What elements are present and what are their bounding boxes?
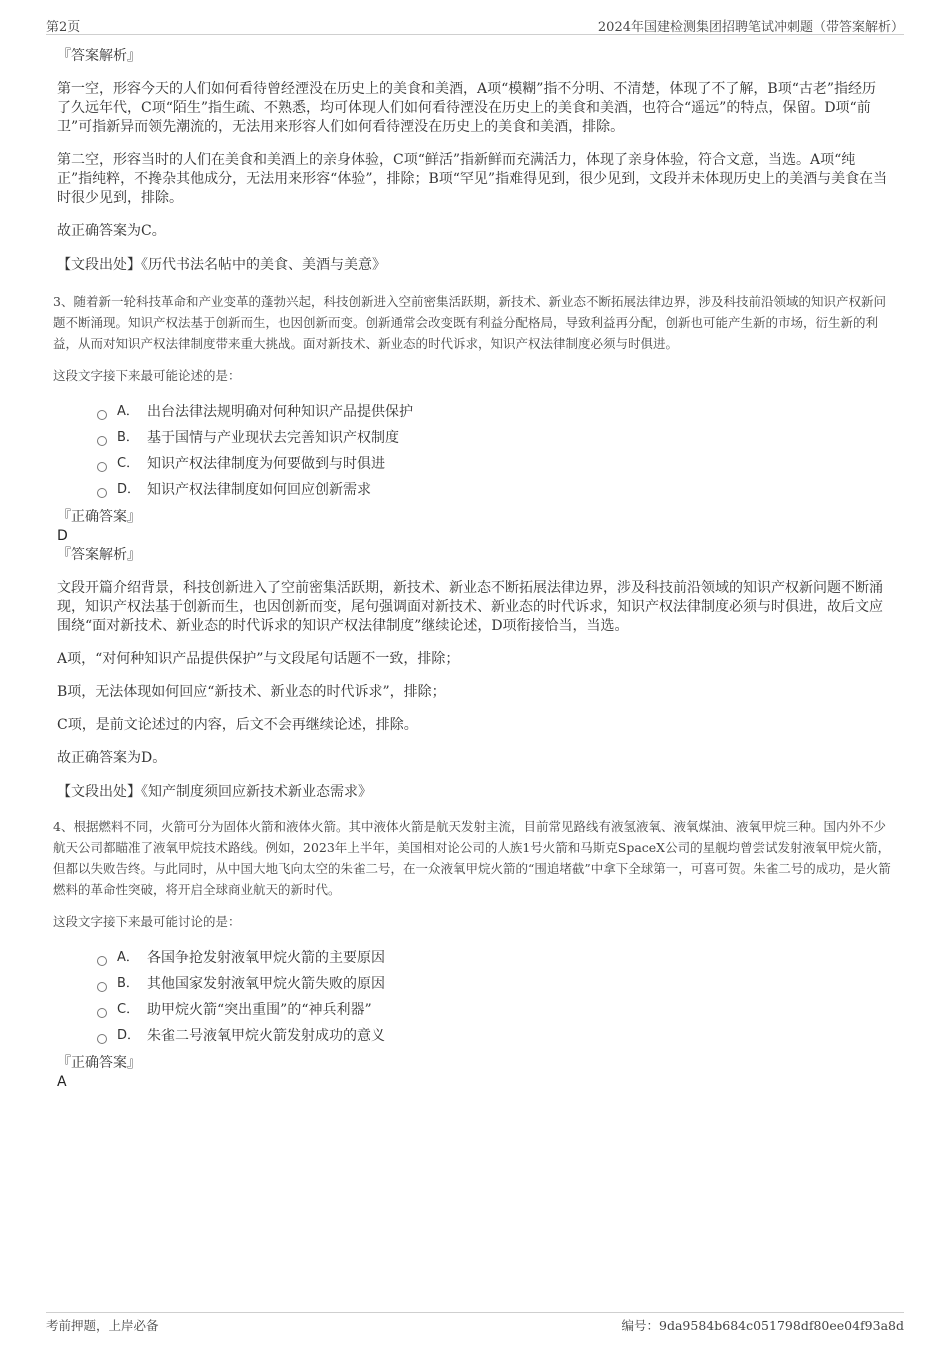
question-text: 4、根据燃料不同，火箭可分为固体火箭和液体火箭。其中液体火箭是航天发射主流，目前常见路线有液氢液氧、液氧煤油、液氧甲烷三种。国内外不少航天公司都瞄准了液氧甲烷技术路线。例如，2023年上半年，美国相对论公司的人族1号火箭和马斯克SpaceX公司的星舰均曾尝试发射液氧甲烷火箭，但都以失败告终。与此同时，从中国大地飞向太空的朱雀二号，在一众液氧甲烷火箭的“围追堵截”中拿下全球第一，可喜可贺。朱雀二号的成功，是火箭燃料的革命性突破，将开启全球商业航天的新时代。 [53,819,891,897]
passage-source: 【文段出处】《知产制度须回应新技术新业态需求》 [57,784,372,800]
analysis-label: 『答案解析』 [57,48,141,64]
document-body [53,46,891,1091]
analysis-label: 『答案解析』 [57,547,141,563]
analysis-paragraph: 第二空，形容当时的人们在美食和美酒上的亲身体验，C项“鲜活”指新鲜而充满活力，体现了亲身体验，符合文意，当选。A项“纯正”指纯粹，不搀杂其他成分，无法用来形容“体验”，排除；B项“罕见”指难得见到，很少见到，文段并未体现历史上的美酒与美食在当时很少见到，排除。 [57,152,888,206]
option-text: 知识产权法律制度为何要做到与时俱进 [147,456,385,472]
answer-conclusion: 故正确答案为C。 [57,223,166,239]
option-letter: B． [117,430,139,445]
option-letter: B． [117,976,139,991]
document-title: 2024年国建检测集团招聘笔试冲刺题（带答案解析） [597,20,904,35]
footer-slogan: 考前押题，上岸必备 [46,1318,159,1333]
passage-source: 【文段出处】《历代书法名帖中的美食、美酒与美意》 [57,257,386,273]
option-list [57,399,889,503]
page-header [46,14,904,35]
analysis-paragraph: B项，无法体现如何回应“新技术、新业态的时代诉求”，排除； [57,684,446,700]
option-letter: A． [117,404,139,419]
analysis-paragraph: A项，“对何种知识产品提供保护”与文段尾句话题不一致，排除； [57,651,460,667]
option-a[interactable] [97,945,889,971]
option-a[interactable] [97,399,889,425]
option-c[interactable] [97,997,889,1023]
option-text: 知识产权法律制度如何回应创新需求 [147,482,371,498]
radio-button[interactable] [97,410,107,420]
option-letter: A． [117,950,139,965]
radio-button[interactable] [97,1034,107,1044]
question-4 [53,816,891,1091]
radio-button[interactable] [97,1008,107,1018]
question-text: 3、随着新一轮科技革命和产业变革的蓬勃兴起，科技创新进入空前密集活跃期，新技术、新业态不断拓展法律边界，涉及科技前沿领域的知识产权新问题不断涌现。知识产权法基于创新而生，也因创新而变。创新通常会改变既有利益分配格局，导致利益再分配，创新也可能产生新的市场，衍生新的利益，从而对知识产权法律制度带来重大挑战。面对新技术、新业态的时代诉求，知识产权法律制度必须与时俱进。 [53,294,886,351]
correct-answer: D [57,528,68,544]
option-letter: D． [117,1028,141,1043]
radio-button[interactable] [97,956,107,966]
page-number: 第2页 [46,20,81,35]
option-letter: C． [117,1002,140,1017]
option-text: 助甲烷火箭“突出重围”的“神兵利器” [147,1002,372,1018]
question-2-analysis [57,46,889,275]
option-d[interactable] [97,477,889,503]
correct-answer: A [57,1074,67,1090]
analysis-paragraph: 文段开篇介绍背景，科技创新进入了空前密集活跃期，新技术、新业态不断拓展法律边界，涉及科技前沿领域的知识产权新问题不断涌现，知识产权法基于创新而生，也因创新而变，尾句强调面对新技术、新业态的时代诉求，知识产权法律制度必须与时俱进，故后文应围绕“面对新技术、新业态的时代诉求的知识产权法律制度”继续论述，D项衔接恰当，当选。 [57,580,883,634]
radio-button[interactable] [97,982,107,992]
radio-button[interactable] [97,436,107,446]
question-prompt: 这段文字接下来最可能论述的是： [53,368,241,383]
option-letter: D． [117,482,141,497]
analysis-paragraph: C项，是前文论述过的内容，后文不会再继续论述，排除。 [57,717,418,733]
option-d[interactable] [97,1023,889,1049]
option-list [57,945,889,1049]
analysis-paragraph: 第一空，形容今天的人们如何看待曾经湮没在历史上的美食和美酒，A项“模糊”指不分明、不清楚，体现了不了解，B项“古老”指经历了久远年代，C项“陌生”指生疏、不熟悉，均可体现人们如何看待湮没在历史上的美食和美酒，也符合“遥远”的特点，保留。D项“前卫”可指新异而领先潮流的，无法用来形容人们如何看待湮没在历史上的美食和美酒，排除。 [57,81,877,135]
page-footer [46,1312,904,1335]
option-text: 其他国家发射液氧甲烷火箭失败的原因 [147,976,385,992]
answer-conclusion: 故正确答案为D。 [57,750,167,766]
correct-answer-label: 『正确答案』 [57,509,141,525]
radio-button[interactable] [97,488,107,498]
correct-answer-label: 『正确答案』 [57,1055,141,1071]
question-prompt: 这段文字接下来最可能讨论的是： [53,914,241,929]
option-letter: C． [117,456,140,471]
option-text: 基于国情与产业现状去完善知识产权制度 [147,430,399,446]
option-text: 出台法律法规明确对何种知识产品提供保护 [147,404,413,420]
option-b[interactable] [97,971,889,997]
question-3 [53,291,889,802]
option-text: 朱雀二号液氧甲烷火箭发射成功的意义 [147,1028,385,1044]
option-text: 各国争抢发射液氧甲烷火箭的主要原因 [147,950,385,966]
document-id: 编号：9da9584b684c051798df80ee04f93a8d [621,1318,904,1333]
radio-button[interactable] [97,462,107,472]
option-c[interactable] [97,451,889,477]
option-b[interactable] [97,425,889,451]
